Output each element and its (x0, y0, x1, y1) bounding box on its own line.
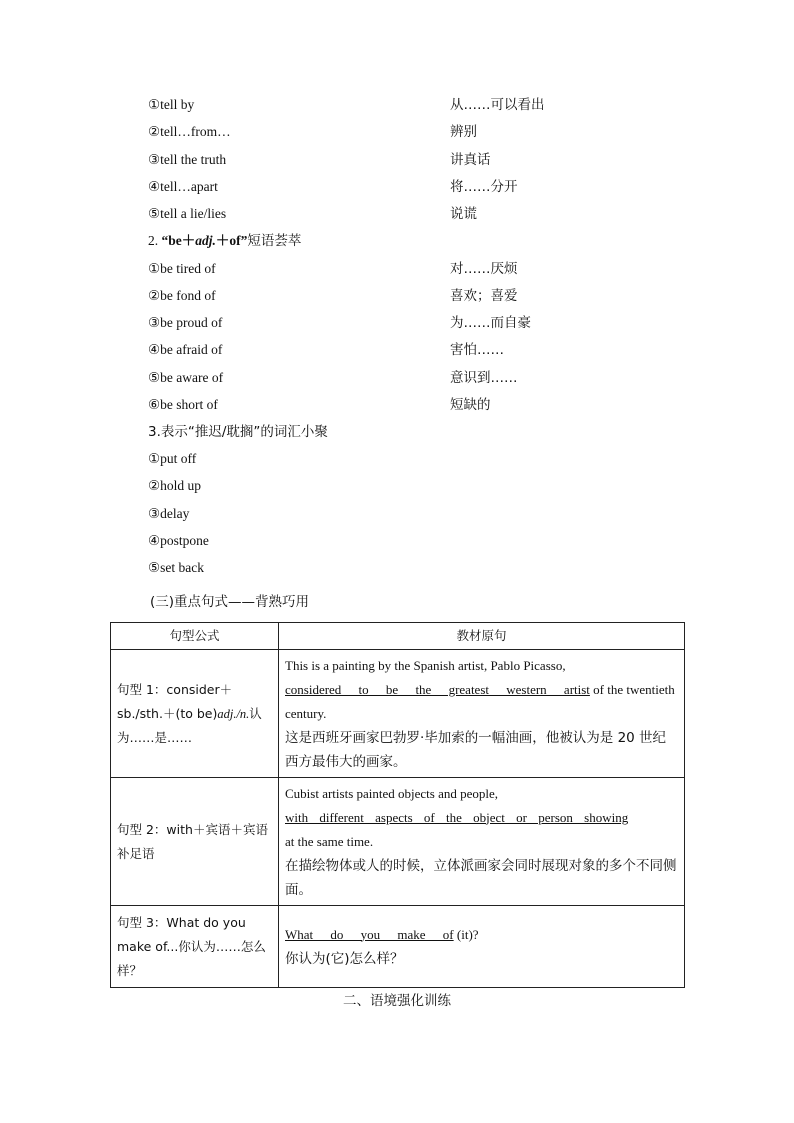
delay-word-5: ⑤set back (148, 560, 204, 575)
be-phrase-5-en: ⑤be aware of (148, 370, 224, 385)
tell-phrase-3-en: ③tell the truth (148, 152, 227, 167)
header-pattern: 句型公式 (111, 623, 279, 650)
original-1-en-underline: considered to be the greatest western artist (285, 681, 590, 697)
section-2-quote-close: ” (240, 233, 248, 248)
section-2-adj: adj. (195, 233, 216, 248)
section-2-plus-1: ＋ (181, 233, 196, 248)
be-phrase-1-zh: 对……厌烦 (450, 261, 518, 277)
table-row (111, 650, 685, 778)
sentence-pattern-table (110, 622, 685, 988)
be-phrase-3-en: ③be proud of (148, 315, 223, 330)
section-2-of: of (229, 233, 241, 248)
pattern-1-c: 认为……是…… (117, 705, 262, 745)
section-2-quote-open: “ (161, 233, 169, 248)
section-2-heading (148, 232, 301, 250)
pattern-1-b: adj./n. (217, 706, 250, 721)
be-phrase-4-en: ④be afraid of (148, 342, 223, 357)
tell-phrase-3-zh: 讲真话 (450, 152, 491, 168)
be-phrase-1-en: ①be tired of (148, 261, 216, 276)
header-original: 教材原句 (279, 623, 685, 650)
pattern-cell-1 (111, 650, 279, 778)
pattern-cell-2 (111, 778, 279, 906)
tell-phrase-1-zh: 从……可以看出 (450, 97, 545, 113)
original-2-en-before: Cubist artists painted objects and people, (285, 785, 499, 801)
section-2-rest: 短语荟萃 (247, 233, 302, 249)
section-patterns-heading: (三)重点句式——背熟巧用 (150, 594, 310, 610)
original-cell-1 (279, 650, 685, 778)
original-2-en-underline: with different aspects of the object or person showing (285, 809, 629, 825)
tell-phrase-5-en: ⑤tell a lie/lies (148, 206, 227, 221)
be-phrase-6-en: ⑥be short of (148, 397, 218, 412)
section-2-be: be (168, 233, 182, 248)
original-1-en-before: This is a painting by the Spanish artist, Pablo Picasso, (285, 657, 566, 673)
original-3-en-after: (it)? (453, 926, 479, 942)
pattern-cell-3 (111, 906, 279, 988)
delay-word-3: ③delay (148, 506, 190, 521)
original-3-zh: 你认为(它)怎么样？ (285, 950, 404, 967)
section-2-num: 2. (148, 233, 162, 248)
tell-phrase-4-en: ④tell…apart (148, 179, 218, 194)
delay-word-2: ②hold up (148, 478, 201, 493)
tell-phrase-5-zh: 说谎 (450, 206, 477, 222)
be-phrase-2-zh: 喜欢；喜爱 (450, 288, 518, 304)
section-heading-context-training: 二、语境强化训练 (343, 993, 451, 1009)
be-phrase-3-zh: 为……而自豪 (450, 315, 531, 331)
original-2-zh: 在描绘物体或人的时候，立体派画家会同时展现对象的多个不同侧面。 (285, 857, 677, 898)
be-phrase-4-zh: 害怕…… (450, 342, 504, 358)
tell-phrase-2-zh: 辨别 (450, 124, 477, 140)
table-row (111, 906, 685, 988)
tell-phrase-4-zh: 将……分开 (450, 179, 518, 195)
section-2-plus-2: ＋ (215, 233, 230, 248)
table-header-row (111, 623, 685, 650)
tell-phrase-2-en: ②tell…from… (148, 124, 231, 139)
pattern-1-a: 句型 1：consider＋sb./sth.＋(to be) (117, 681, 233, 721)
original-1-en-after: of the twentieth century. (285, 681, 675, 721)
tell-phrase-1-en: ①tell by (148, 97, 195, 112)
be-phrase-5-zh: 意识到…… (450, 370, 518, 386)
pattern-3-a: 句型 3：What do you make of...你认为……怎么样？ (117, 914, 266, 978)
original-cell-3 (279, 906, 685, 988)
be-phrase-6-zh: 短缺的 (450, 397, 491, 413)
table-row (111, 778, 685, 906)
original-2-en-after: at the same time. (285, 833, 374, 849)
pattern-2-a: 句型 2：with＋宾语＋宾语补足语 (117, 821, 268, 861)
original-1-zh: 这是西班牙画家巴勃罗·毕加索的一幅油画，他被认为是 20 世纪西方最伟大的画家。 (285, 729, 667, 770)
delay-word-1: ①put off (148, 451, 197, 466)
delay-word-4: ④postpone (148, 533, 209, 548)
be-phrase-2-en: ②be fond of (148, 288, 216, 303)
section-3-heading: 3.表示“推迟/耽搁”的词汇小聚 (148, 424, 328, 440)
original-cell-2 (279, 778, 685, 906)
original-3-en-underline: What do you make of (285, 926, 454, 942)
